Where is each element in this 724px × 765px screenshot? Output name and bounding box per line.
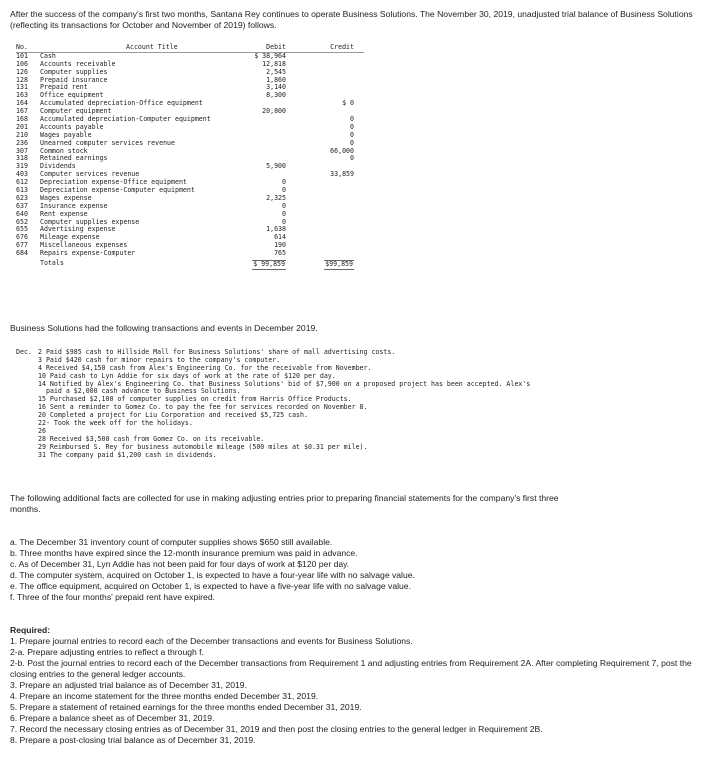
account-title: Advertising expense	[40, 225, 116, 234]
adjusting-facts-list	[10, 537, 710, 603]
transaction-text: 28 Received $3,500 cash from Gomez Co. on its receivable.	[38, 434, 265, 443]
account-number: 164	[16, 99, 28, 108]
account-title: Insurance expense	[40, 201, 108, 210]
required-item: 1. Prepare journal entries to record each of the December transactions and events for Business Solutions.	[10, 636, 413, 646]
fact-item: f. Three of the four months' prepaid rent have expired.	[10, 592, 215, 602]
account-number: 640	[16, 209, 28, 218]
month-label: Dec.	[16, 348, 32, 356]
fact-item: e. The office equipment, acquired on October 1, is expected to have a five-year life with no salvage value.	[10, 581, 411, 591]
transaction-text: 10 Paid cash to Lyn Addie for six days of work at the rate of $120 per day.	[38, 371, 336, 380]
debit-amount: 20,800	[262, 107, 286, 116]
account-title: Office equipment	[40, 91, 104, 100]
account-title: Prepaid rent	[40, 83, 88, 92]
account-number: 319	[16, 162, 28, 171]
required-item: 7. Record the necessary closing entries as of December 31, 2019 and then post the closing entries to the general ledger in Requirement 2B.	[10, 724, 543, 734]
debit-amount: 0	[282, 186, 286, 195]
account-title: Accounts receivable	[40, 59, 116, 68]
account-number: 637	[16, 201, 28, 210]
account-number: 676	[16, 233, 28, 242]
account-title: Miscellaneous expenses	[40, 241, 128, 250]
required-item: 4. Prepare an income statement for the three months ended December 31, 2019.	[10, 691, 319, 701]
account-title: Repairs expense-Computer	[40, 249, 136, 258]
transaction-text: 22- Took the week off for the holidays.	[38, 419, 193, 428]
transaction-text: 3 Paid $420 cash for minor repairs to the company's computer.	[38, 355, 281, 364]
debit-amount: 2,325	[266, 193, 286, 202]
required-item: 5. Prepare a statement of retained earnings for the three months ended December 31, 2019.	[10, 702, 362, 712]
debit-amount: 1,638	[266, 225, 286, 234]
trial-balance-header	[16, 44, 364, 52]
table-row	[16, 250, 364, 258]
totals-label: Totals	[40, 259, 64, 268]
debit-amount: $ 38,964	[254, 51, 286, 60]
transaction-text: 15 Purchased $2,100 of computer supplies on credit from Harris Office Products.	[38, 395, 352, 404]
transaction-text: 29 Reimbursed S. Rey for business automobile mileage (500 miles at $0.31 per mile).	[38, 442, 368, 451]
account-number: 101	[16, 51, 28, 60]
december-transactions	[16, 349, 596, 459]
totals-debit: $ 99,859	[253, 260, 285, 269]
required-item: 2-b. Post the journal entries to record each of the December transactions from Requirement 1 and adjusting entries from Requirement 2A. After completing Requirement 7, post the closing entries to the general ledger accounts.	[10, 658, 692, 679]
credit-amount: 0	[350, 122, 354, 131]
fact-item: b. Three months have expired since the 12-month insurance premium was paid in advance.	[10, 548, 358, 558]
account-title: Common stock	[40, 146, 88, 155]
required-item: 2-a. Prepare adjusting entries to reflect a through f.	[10, 647, 204, 657]
transaction-text: 16 Sent a reminder to Gomez Co. to pay the fee for services recorded on November 8.	[38, 403, 368, 412]
account-title: Unearned computer services revenue	[40, 138, 175, 147]
debit-amount: 614	[274, 233, 286, 242]
account-title: Wages payable	[40, 130, 92, 139]
required-item: 3. Prepare an adjusted trial balance as of December 31, 2019.	[10, 680, 247, 690]
debit-amount: 8,300	[266, 91, 286, 100]
account-title: Computer supplies expense	[40, 217, 140, 226]
account-title: Accounts payable	[40, 122, 104, 131]
account-title: Computer supplies	[40, 67, 108, 76]
account-number: 655	[16, 225, 28, 234]
account-title: Depreciation expense-Office equipment	[40, 178, 187, 187]
credit-amount: 0	[350, 115, 354, 124]
december-heading: Business Solutions had the following transactions and events in December 2019.	[10, 323, 318, 333]
transaction-text: 20 Completed a project for Liu Corporation and received $5,725 cash.	[38, 411, 308, 420]
credit-amount: 33,859	[330, 170, 354, 179]
account-number: 652	[16, 217, 28, 226]
account-number: 612	[16, 178, 28, 187]
required-items	[10, 636, 710, 746]
debit-amount: 1,860	[266, 75, 286, 84]
header-debit: Debit	[266, 43, 286, 51]
transaction-text: 26	[38, 426, 46, 435]
trial-balance	[16, 44, 364, 268]
account-number: 307	[16, 146, 28, 155]
debit-amount: 0	[282, 209, 286, 218]
debit-amount: 12,818	[262, 59, 286, 68]
additional-facts-heading: The following additional facts are collected for use in making adjusting entries prior to preparing financial statements for the company's first three months.	[10, 493, 559, 514]
required-item: 6. Prepare a balance sheet as of December 31, 2019.	[10, 713, 215, 723]
header-account-title: Account Title	[126, 43, 178, 51]
trial-balance-totals	[16, 260, 364, 268]
transaction-line	[16, 452, 596, 460]
account-number: 623	[16, 193, 28, 202]
debit-amount: 3,140	[266, 83, 286, 92]
required-item: 8. Prepare a post-closing trial balance as of December 31, 2019.	[10, 735, 256, 745]
intro-paragraph: After the success of the company's first two months, Santana Rey continues to operate Business Solutions. The November 30, 2019, unadjusted trial balance of Business Solutions (reflecting its transactions for October and November of 2019) follows.	[10, 9, 693, 30]
account-title: Wages expense	[40, 193, 92, 202]
header-no: No.	[16, 43, 28, 51]
account-title: Computer services revenue	[40, 170, 140, 179]
account-number: 318	[16, 154, 28, 163]
debit-amount: 0	[282, 201, 286, 210]
account-number: 684	[16, 249, 28, 258]
debit-amount: 765	[274, 249, 286, 258]
account-title: Dividends	[40, 162, 76, 171]
fact-item: c. As of December 31, Lyn Addie has not been paid for four days of work at $120 per day.	[10, 559, 350, 569]
credit-amount: $ 0	[342, 99, 354, 108]
account-title: Computer equipment	[40, 107, 112, 116]
account-number: 168	[16, 115, 28, 124]
account-number: 613	[16, 186, 28, 195]
account-number: 126	[16, 67, 28, 76]
account-number: 201	[16, 122, 28, 131]
debit-amount: 5,900	[266, 162, 286, 171]
account-title: Depreciation expense-Computer equipment	[40, 186, 195, 195]
account-number: 106	[16, 59, 28, 68]
account-title: Rent expense	[40, 209, 88, 218]
account-number: 210	[16, 130, 28, 139]
required-section	[10, 625, 710, 746]
account-title: Mileage expense	[40, 233, 100, 242]
header-credit: Credit	[330, 43, 354, 51]
trial-balance-rows	[16, 53, 364, 258]
account-number: 677	[16, 241, 28, 250]
account-title: Accumulated depreciation-Computer equipment	[40, 115, 211, 124]
transaction-text: 2 Paid $985 cash to Hillside Mall for Business Solutions' share of mall advertising costs.	[38, 348, 396, 356]
account-number: 131	[16, 83, 28, 92]
debit-amount: 190	[274, 241, 286, 250]
transaction-line	[16, 420, 596, 428]
debit-amount: 0	[282, 217, 286, 226]
fact-item: d. The computer system, acquired on October 1, is expected to have a four-year life with no salvage value.	[10, 570, 415, 580]
fact-item: a. The December 31 inventory count of computer supplies shows $650 still available.	[10, 537, 333, 547]
credit-amount: 0	[350, 138, 354, 147]
totals-credit: $99,859	[325, 260, 353, 269]
account-title: Cash	[40, 51, 56, 60]
account-number: 128	[16, 75, 28, 84]
account-title: Prepaid insurance	[40, 75, 108, 84]
transaction-text: 4 Received $4,150 cash from Alex's Engineering Co. for the receivable from November.	[38, 363, 372, 372]
transaction-text: paid a $2,000 cash advance to Business Solutions.	[46, 387, 241, 396]
account-title: Accumulated depreciation-Office equipment	[40, 99, 203, 108]
credit-amount: 0	[350, 154, 354, 163]
debit-amount: 0	[282, 178, 286, 187]
credit-amount: 0	[350, 130, 354, 139]
required-heading: Required:	[10, 625, 51, 635]
debit-amount: 2,545	[266, 67, 286, 76]
account-number: 403	[16, 170, 28, 179]
transaction-text: 14 Notified by Alex's Engineering Co. that Business Solutions' bid of $7,900 on a proposed project has been accepted. Alex's	[38, 379, 531, 388]
account-number: 163	[16, 91, 28, 100]
account-number: 167	[16, 107, 28, 116]
account-title: Retained earnings	[40, 154, 108, 163]
transaction-text: 31 The company paid $1,200 cash in dividends.	[38, 450, 217, 459]
account-number: 236	[16, 138, 28, 147]
credit-amount: 66,000	[330, 146, 354, 155]
